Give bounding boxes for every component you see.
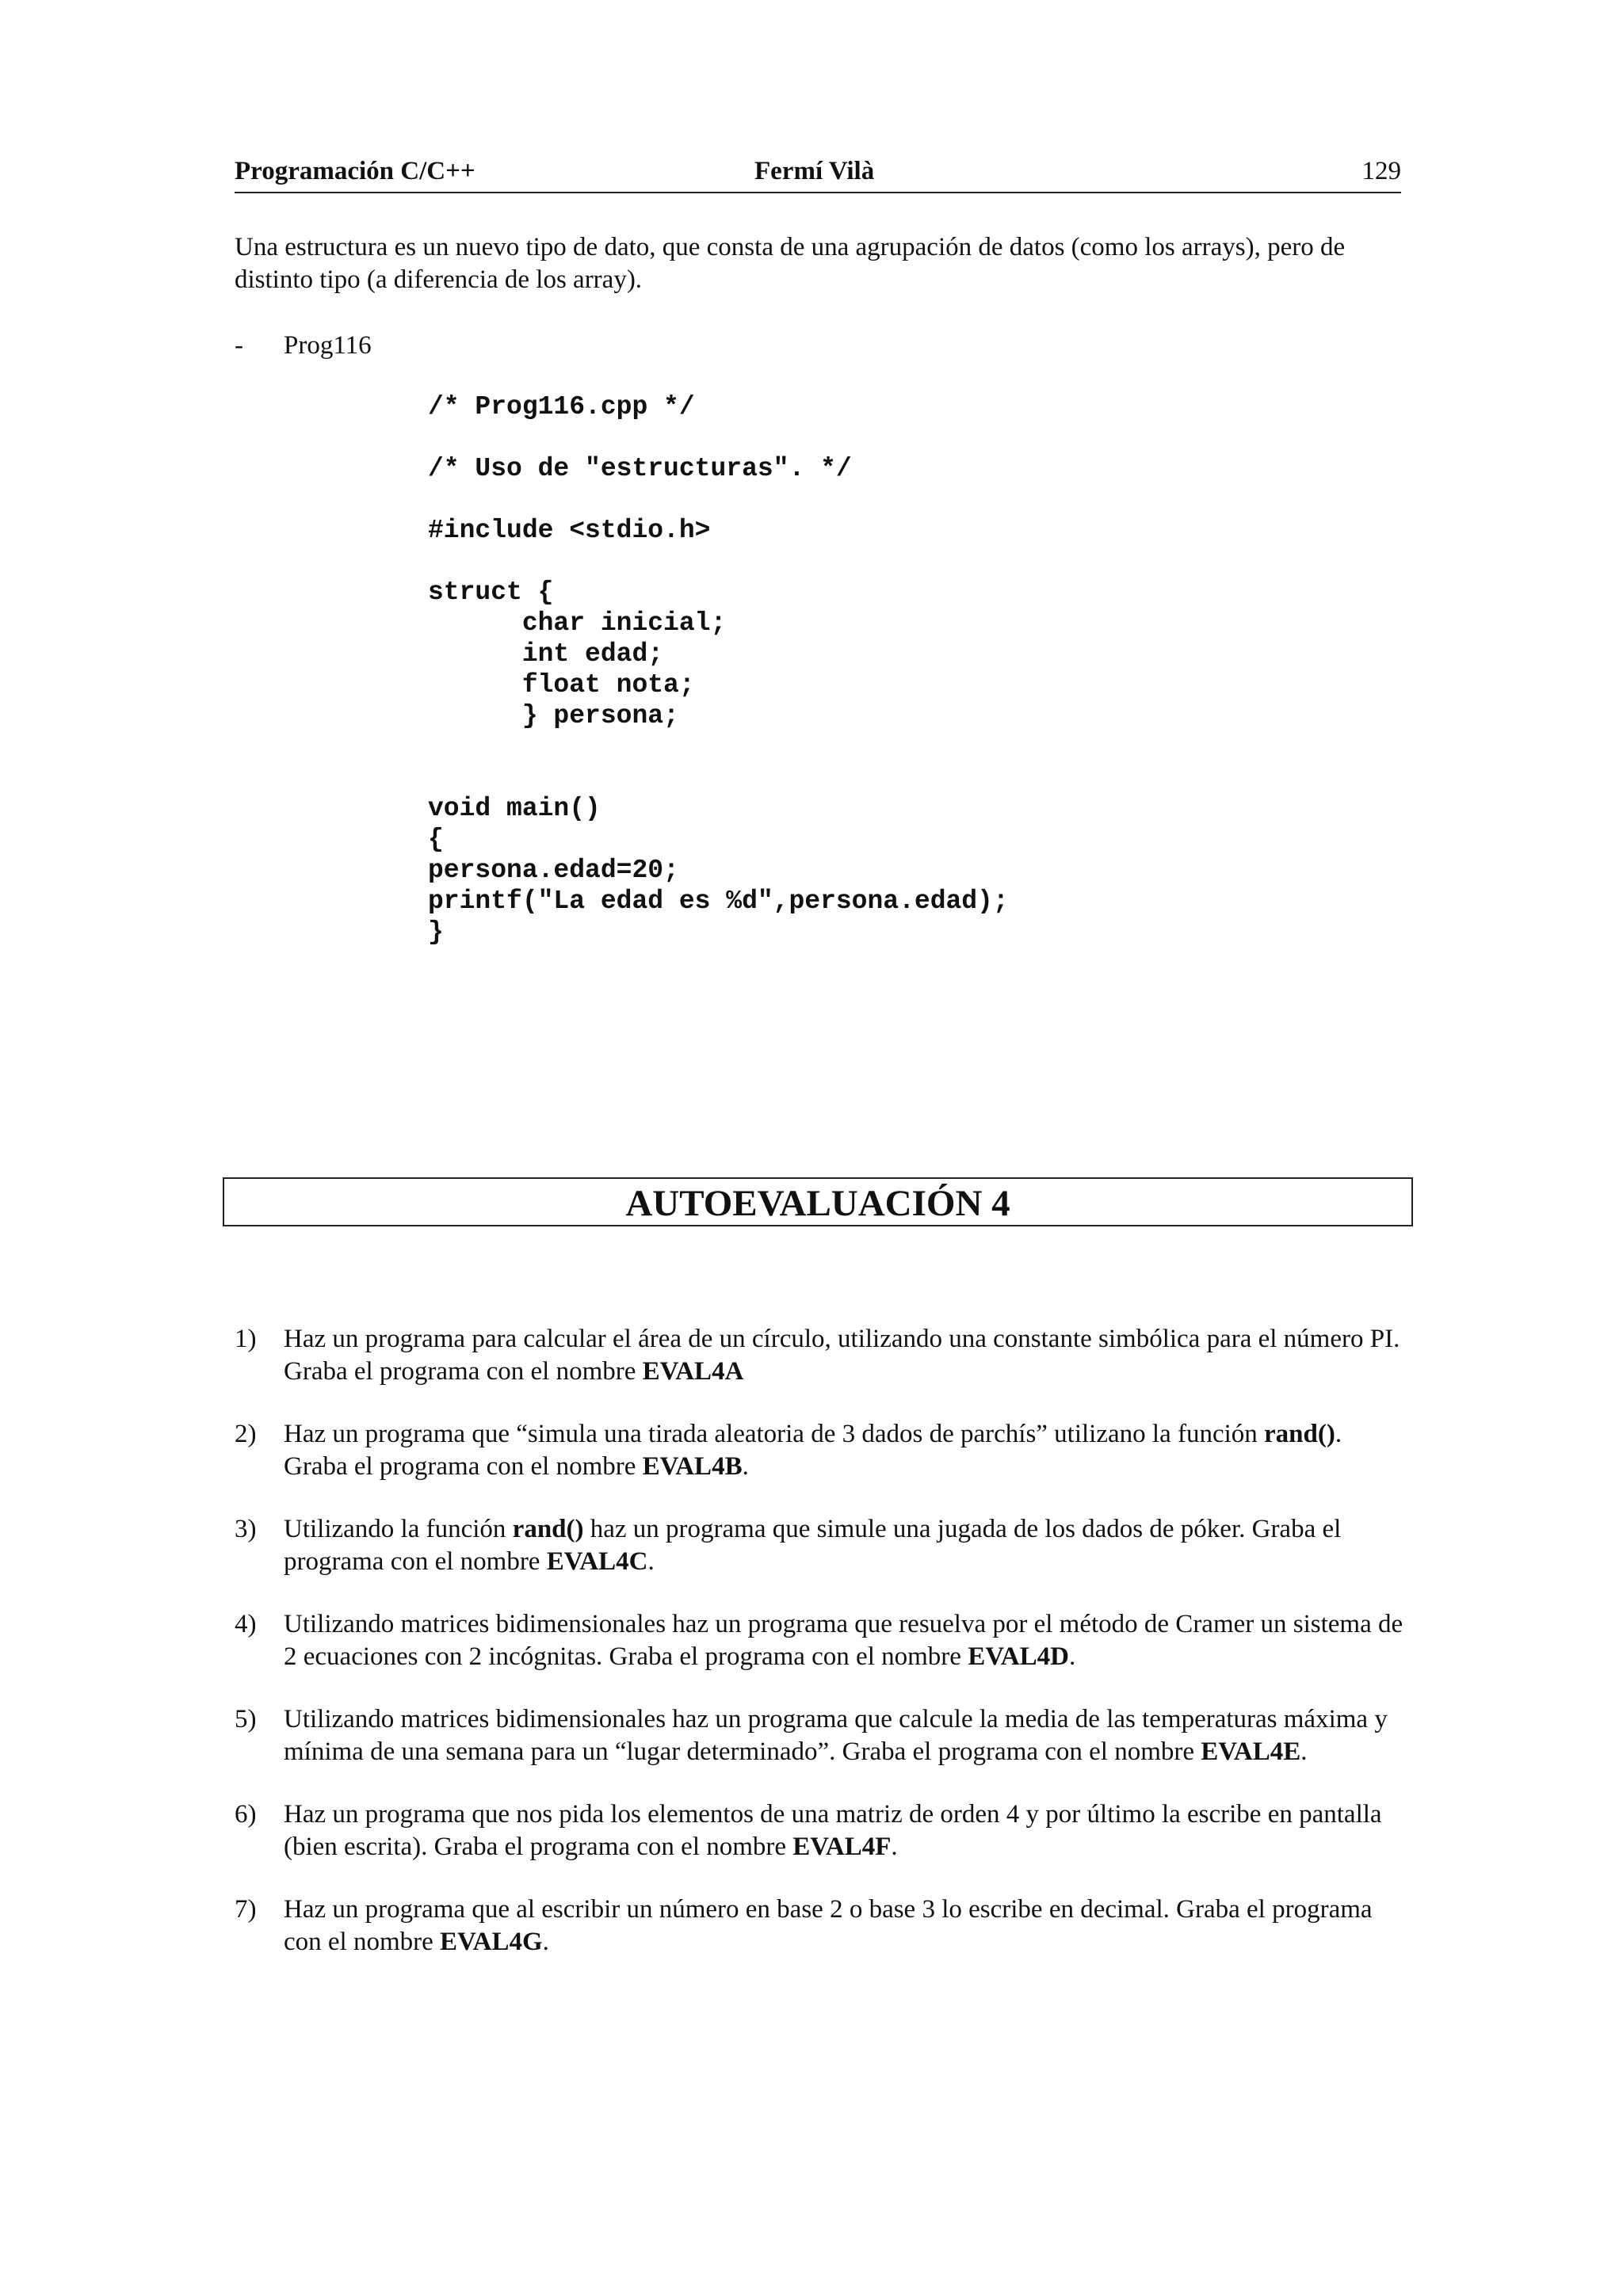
- exercise-text: Haz un programa que “simula una tirada aleatoria de 3 dados de parchís” utilizano la función: [284, 1420, 1265, 1448]
- bullet-marker: -: [235, 331, 243, 360]
- code-line: float nota;: [428, 670, 695, 700]
- code-line: /* Prog116.cpp */: [428, 392, 695, 421]
- exercise-item: [235, 1703, 1407, 1768]
- exercise-keyword: EVAL4A: [642, 1357, 744, 1386]
- exercise-keyword: EVAL4E: [1201, 1737, 1301, 1766]
- code-line: [428, 731, 1009, 762]
- exercise-number: 1): [235, 1325, 257, 1353]
- program-name: Prog116: [284, 331, 372, 360]
- exercise-number: 7): [235, 1895, 257, 1924]
- exercise-text: Haz un programa que nos pida los elementos de una matriz de orden 4 y por último la escribe en pantalla (bien escrita). Graba el programa con el nombre: [284, 1800, 1382, 1861]
- exercise-number: 2): [235, 1420, 257, 1448]
- code-line: char inicial;: [428, 608, 727, 638]
- exercise-item: [235, 1418, 1407, 1483]
- exercise-item: [235, 1513, 1407, 1578]
- exercise-text: .: [647, 1547, 655, 1576]
- code-line: printf("La edad es %d",persona.edad);: [428, 887, 1009, 916]
- code-line: [428, 762, 1009, 793]
- exercise-text: . Graba el programa con el nombre: [284, 1420, 1342, 1481]
- code-listing: [428, 391, 1009, 948]
- exercise-keyword: rand(): [1264, 1420, 1335, 1448]
- header-author: Fermí Vilà: [754, 157, 875, 185]
- exercise-text: Haz un programa para calcular el área de un círculo, utilizando una constante simbólica para el número PI. Graba el programa con el nombre: [284, 1325, 1400, 1386]
- code-line: [428, 546, 1009, 577]
- exercise-text: .: [891, 1833, 898, 1861]
- code-line: void main(): [428, 794, 601, 823]
- exercise-number: 5): [235, 1705, 257, 1733]
- exercise-number: 3): [235, 1515, 257, 1543]
- page-header: [235, 154, 1401, 193]
- exercise-number: 4): [235, 1610, 257, 1638]
- exercise-text: Utilizando la función: [284, 1515, 513, 1543]
- exercise-keyword: rand(): [512, 1515, 584, 1543]
- code-line: {: [428, 825, 444, 854]
- code-line: #include <stdio.h>: [428, 516, 711, 545]
- intro-paragraph: Una estructura es un nuevo tipo de dato, que consta de una agrupación de datos (como los arrays), pero de distinto tipo (a diferencia de los array).: [235, 233, 1346, 294]
- exercise-text: .: [1300, 1737, 1308, 1766]
- code-line: }: [428, 917, 444, 947]
- header-title: Programación C/C++: [235, 157, 475, 185]
- exercise-keyword: EVAL4F: [792, 1833, 892, 1861]
- code-line: int edad;: [428, 639, 664, 669]
- exercise-number: 6): [235, 1800, 257, 1829]
- exercise-item: [235, 1608, 1407, 1673]
- exercise-text: Utilizando matrices bidimensionales haz un programa que calcule la media de las temperaturas máxima y mínima de una semana para un “lugar determinado”. Graba el programa con el nombre: [284, 1705, 1388, 1766]
- exercise-list: [235, 1323, 1407, 1989]
- exercise-item: [235, 1894, 1407, 1958]
- code-line: persona.edad=20;: [428, 856, 679, 885]
- section-title: AUTOEVALUACIÓN 4: [625, 1183, 1010, 1224]
- exercise-keyword: EVAL4D: [968, 1642, 1069, 1671]
- code-line: [428, 484, 1009, 515]
- exercise-item: [235, 1798, 1407, 1863]
- exercise-item: [235, 1323, 1407, 1388]
- code-line: } persona;: [428, 701, 679, 730]
- exercise-text: Utilizando matrices bidimensionales haz un programa que resuelva por el método de Cramer un sistema de 2 ecuaciones con 2 incógnitas. Graba el programa con el nombre: [284, 1610, 1403, 1671]
- code-line: struct {: [428, 578, 554, 607]
- section-banner: [223, 1177, 1413, 1226]
- code-line: /* Uso de "estructuras". */: [428, 454, 852, 483]
- exercise-keyword: EVAL4G: [440, 1928, 543, 1956]
- exercise-text: .: [742, 1452, 749, 1481]
- page-number: 129: [1361, 157, 1401, 185]
- exercise-text: .: [1068, 1642, 1076, 1671]
- exercise-keyword: EVAL4B: [642, 1452, 743, 1481]
- exercise-keyword: EVAL4C: [546, 1547, 648, 1576]
- exercise-text: Haz un programa que al escribir un número en base 2 o base 3 lo escribe en decimal. Graba el programa con el nombre: [284, 1895, 1373, 1956]
- exercise-text: haz un programa que simule una jugada de los dados de póker. Graba el programa con el nombre: [284, 1515, 1342, 1576]
- code-line: [428, 422, 1009, 453]
- exercise-text: .: [542, 1928, 549, 1956]
